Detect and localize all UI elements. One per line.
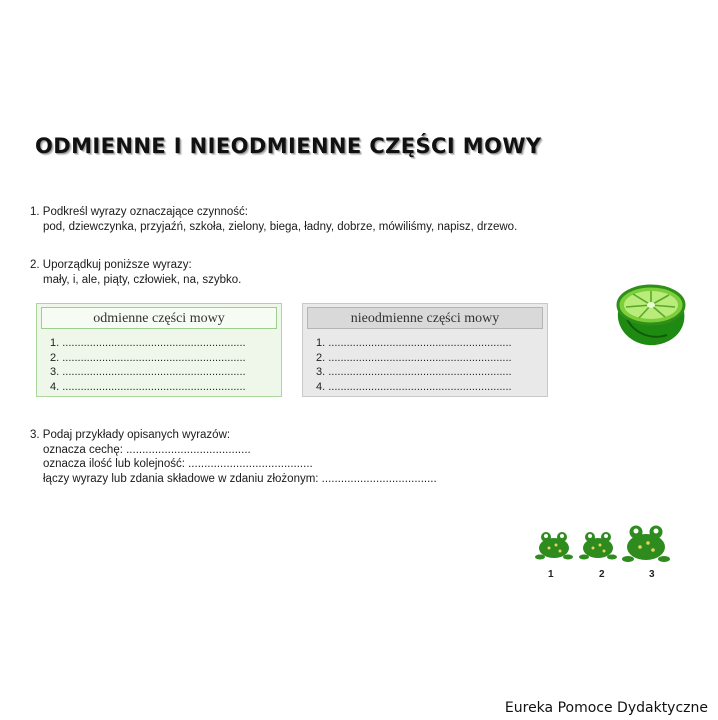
task-1-words: pod, dziewczynka, przyjaźń, szkoła, zielony, biega, ładny, dobrze, mówiliśmy, napisz, drzewo. [43, 220, 518, 233]
indeclinable-line-4: 4. ............................................................ [316, 380, 512, 393]
task-1 [30, 205, 517, 234]
task-3-instruction: 3. Podaj przykłady opisanych wyrazów: [30, 429, 231, 441]
declinable-line-1: 1. ............................................................ [50, 337, 246, 349]
page-title: ODMIENNE I NIEODMIENNE CZĘŚCI MOWY [35, 134, 542, 158]
level-3-label: 3 [649, 569, 655, 580]
level-1-label: 1 [548, 569, 554, 580]
difficulty-indicator [534, 518, 674, 583]
task-3-line-1: oznacza cechę: ....................................... [43, 443, 251, 456]
indeclinable-box [302, 303, 548, 397]
task-3-line-3: łączy wyrazy lub zdania składowe w zdaniu złożonym: .................................... [43, 472, 437, 485]
declinable-line-3: 3. ............................................................ [50, 366, 246, 378]
indeclinable-line-1: 1. ............................................................ [316, 337, 512, 349]
frog-icons [534, 518, 674, 566]
task-2 [30, 258, 241, 287]
indeclinable-line-2: 2. ............................................................ [316, 351, 512, 364]
task-1-instruction: 1. Podkreśl wyrazy oznaczające czynność: [30, 206, 248, 218]
task-3-line-2: oznacza ilość lub kolejność: ....................................... [43, 458, 313, 470]
lime-icon [611, 283, 691, 349]
level-2-label: 2 [599, 569, 605, 580]
indeclinable-header: nieodmienne części mowy [307, 307, 543, 329]
footer-publisher: Eureka Pomoce Dydaktyczne [504, 700, 708, 716]
declinable-line-4: 4. ............................................................ [50, 380, 246, 393]
task-2-instruction: 2. Uporządkuj poniższe wyrazy: [30, 259, 192, 271]
task-2-words: mały, i, ale, piąty, człowiek, na, szybko. [43, 273, 242, 286]
declinable-line-2: 2. ............................................................ [50, 351, 246, 364]
declinable-box [36, 303, 282, 397]
indeclinable-line-3: 3. ............................................................ [316, 366, 512, 378]
task-3 [30, 428, 437, 486]
declinable-header: odmienne części mowy [41, 307, 277, 329]
